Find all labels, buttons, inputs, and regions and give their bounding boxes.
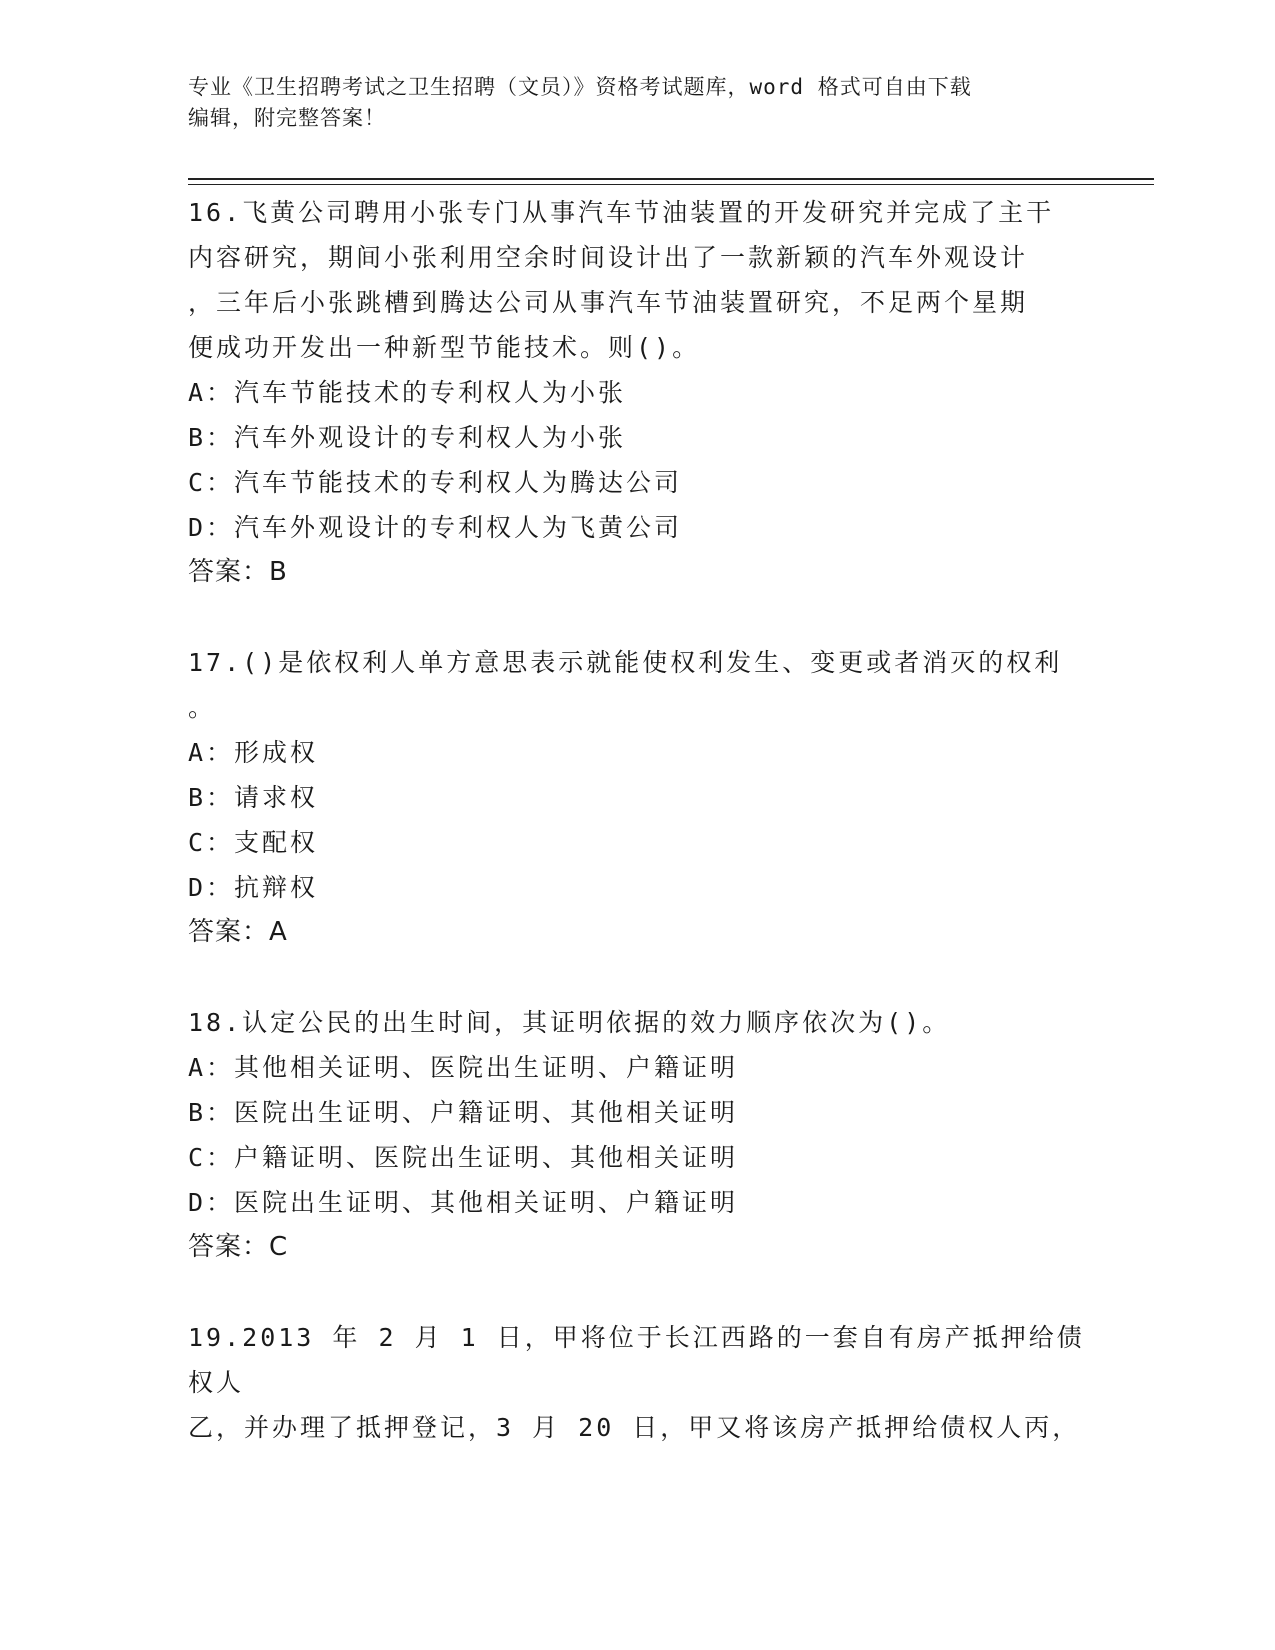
header-divider-thick xyxy=(188,178,1154,180)
question-list xyxy=(188,190,1088,1450)
document-header xyxy=(188,72,1068,134)
answer-line: 答案：C xyxy=(188,1232,289,1262)
question-stem-line: ，三年后小张跳槽到腾达公司从事汽车节油装置研究，不足两个星期 xyxy=(188,288,1029,317)
option-a: A：其他相关证明、医院出生证明、户籍证明 xyxy=(188,1053,739,1082)
option-d: D：抗辩权 xyxy=(188,873,319,902)
option-c: C：汽车节能技术的专利权人为腾达公司 xyxy=(188,468,683,497)
option-b: B：请求权 xyxy=(188,783,319,812)
question-19 xyxy=(188,1315,1088,1450)
question-stem-line: 16.飞黄公司聘用小张专门从事汽车节油装置的开发研究并完成了主干 xyxy=(188,198,1055,227)
header-divider-thin xyxy=(188,184,1154,185)
question-stem-line: 17.()是依权利人单方意思表示就能使权利发生、变更或者消灭的权利 xyxy=(188,648,1063,677)
question-spacer xyxy=(188,955,1088,1000)
question-stem-line: 便成功开发出一种新型节能技术。则()。 xyxy=(188,333,701,362)
question-stem-line: 18.认定公民的出生时间，其证明依据的效力顺序依次为()。 xyxy=(188,1008,951,1037)
question-spacer xyxy=(188,1270,1088,1315)
question-17 xyxy=(188,640,1088,955)
question-spacer xyxy=(188,595,1088,640)
question-16 xyxy=(188,190,1088,595)
header-line-1: 专业《卫生招聘考试之卫生招聘（文员）》资格考试题库，word 格式可自由下载 xyxy=(188,75,972,99)
question-18 xyxy=(188,1000,1088,1270)
option-a: A：汽车节能技术的专利权人为小张 xyxy=(188,378,627,407)
option-d: D：汽车外观设计的专利权人为飞黄公司 xyxy=(188,513,683,542)
answer-line: 答案：A xyxy=(188,917,288,947)
question-stem-line: 内容研究，期间小张利用空余时间设计出了一款新颖的汽车外观设计 xyxy=(188,243,1029,272)
header-line-2: 编辑，附完整答案！ xyxy=(188,106,386,130)
option-c: C：支配权 xyxy=(188,828,319,857)
option-b: B：汽车外观设计的专利权人为小张 xyxy=(188,423,627,452)
question-stem-line: 。 xyxy=(188,693,217,722)
option-b: B：医院出生证明、户籍证明、其他相关证明 xyxy=(188,1098,739,1127)
option-d: D：医院出生证明、其他相关证明、户籍证明 xyxy=(188,1188,739,1217)
question-stem-line: 19.2013 年 2 月 1 日，甲将位于长江西路的一套自有房产抵押给债权人 xyxy=(188,1323,1085,1397)
option-c: C：户籍证明、医院出生证明、其他相关证明 xyxy=(188,1143,739,1172)
question-stem-line: 乙，并办理了抵押登记，3 月 20 日，甲又将该房产抵押给债权人丙， xyxy=(188,1413,1081,1442)
answer-line: 答案：B xyxy=(188,557,288,587)
option-a: A：形成权 xyxy=(188,738,319,767)
